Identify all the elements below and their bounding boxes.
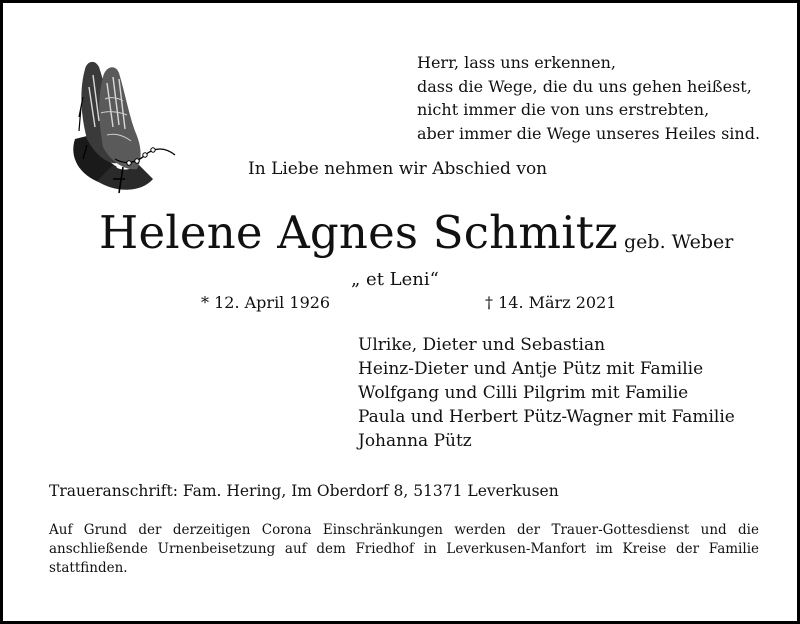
deceased-name: Helene Agnes Schmitz (99, 206, 618, 259)
mourner-line: Heinz-Dieter und Antje Pütz mit Familie (358, 359, 704, 379)
mourner-line: Wolfgang und Cilli Pilgrim mit Familie (358, 383, 689, 403)
verse-line: nicht immer die von uns erstrebten, (417, 100, 710, 119)
birth-date: * 12. April 1926 (201, 293, 331, 312)
birth-name: geb. Weber (624, 231, 734, 253)
deceased-name-line (99, 206, 733, 259)
bible-verse (417, 51, 760, 145)
condolence-address: Traueranschrift: Fam. Hering, Im Oberdorf 8, 51371 Leverkusen (49, 482, 559, 500)
farewell-intro: In Liebe nehmen wir Abschied von (248, 159, 548, 179)
praying-hands-icon (57, 47, 189, 197)
mourner-line: Ulrike, Dieter und Sebastian (358, 335, 606, 355)
mourners-list (358, 333, 735, 453)
verse-line: Herr, lass uns erkennen, (417, 53, 616, 72)
nickname: „ et Leni“ (351, 269, 439, 290)
mourner-line: Johanna Pütz (358, 431, 472, 451)
funeral-remark: Auf Grund der derzeitigen Corona Einschränkungen werden der Trauer-Gottesdienst und die anschließende Urnenbeisetzung auf dem Friedhof in Leverkusen-Manfort im Kreise der Familie stattfinden. (49, 522, 759, 576)
verse-line: dass die Wege, die du uns gehen heißest, (417, 76, 752, 96)
death-date: † 14. März 2021 (485, 293, 617, 312)
verse-line: aber immer die Wege unseres Heiles sind. (417, 123, 761, 143)
mourner-line: Paula und Herbert Pütz-Wagner mit Familie (358, 407, 735, 427)
